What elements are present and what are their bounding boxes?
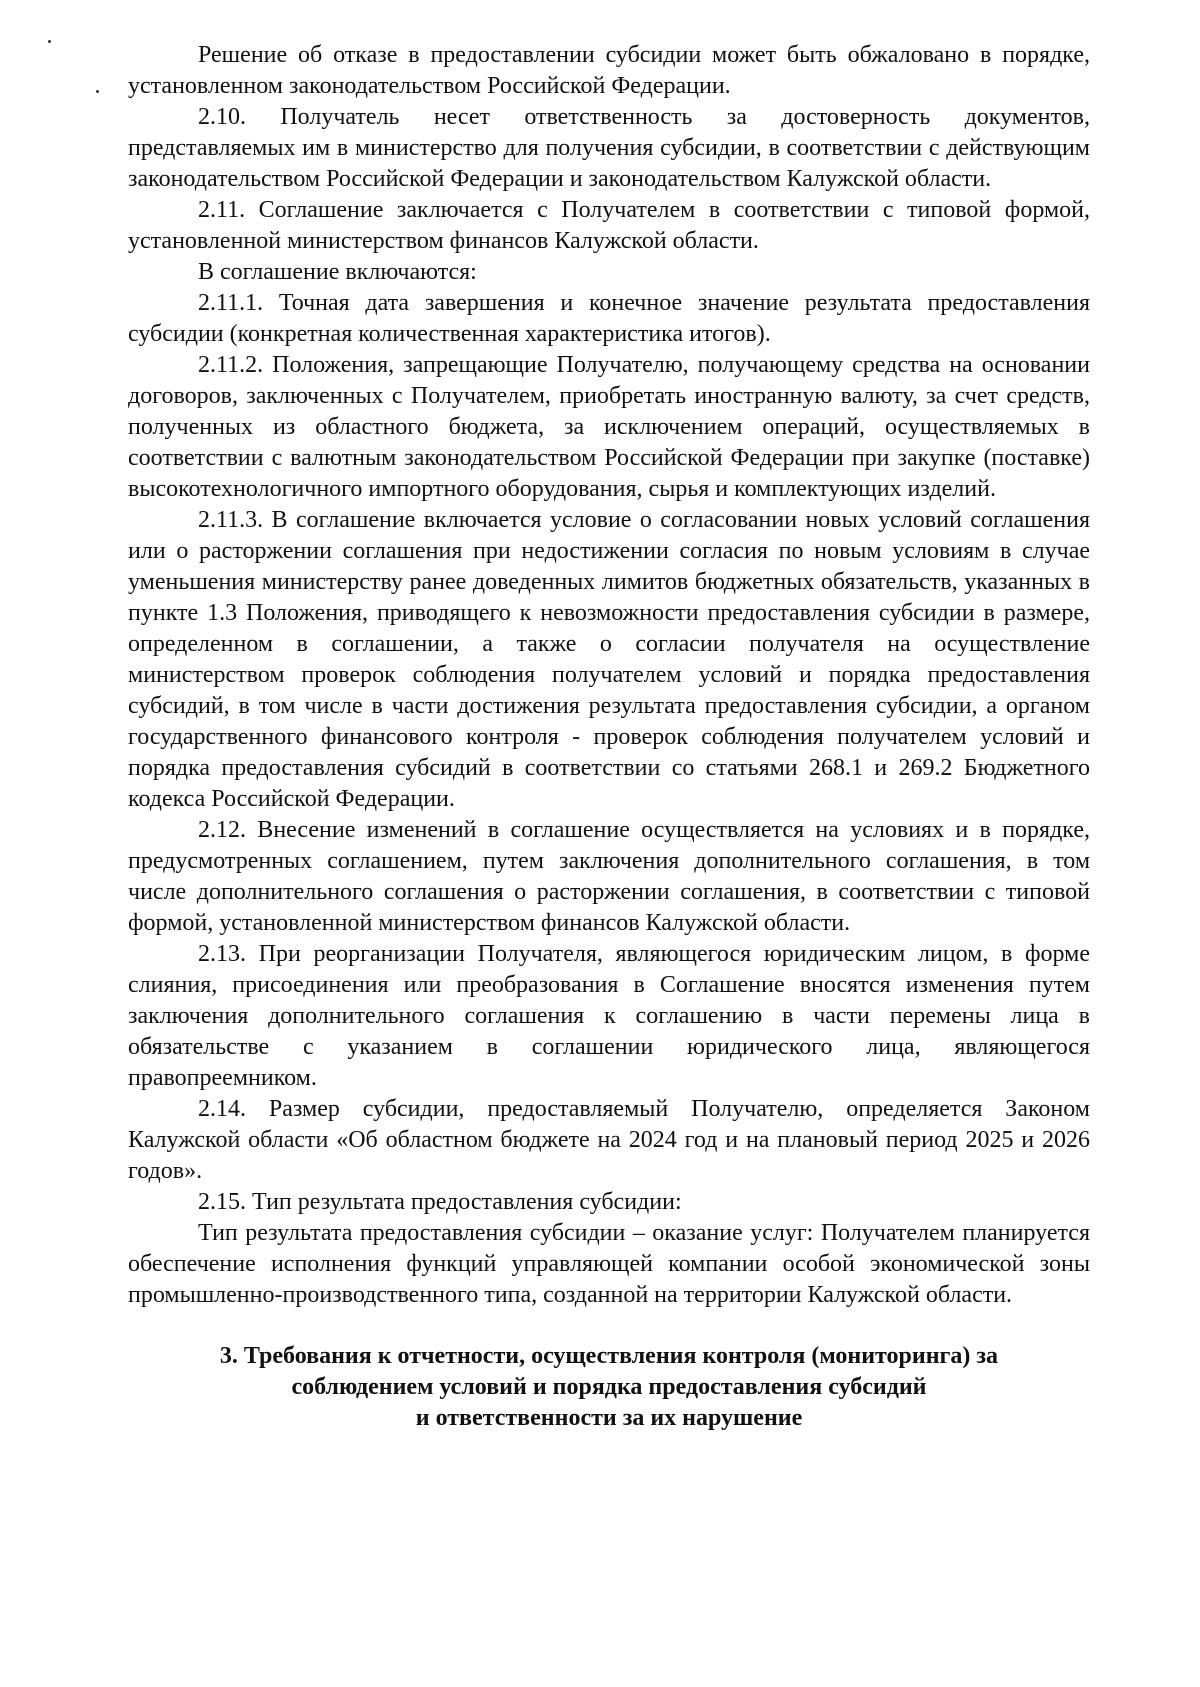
section-heading-line-3: и ответственности за их нарушение	[415, 1405, 803, 1431]
section-heading-line-1: 3. Требования к отчетности, осуществления контроля (мониторинга) за	[219, 1343, 999, 1369]
scan-speck	[96, 90, 99, 93]
paragraph-2-15-type: Тип результата предоставления субсидии – оказание услуг: Получателем планируется обеспечение исполнения функций управляющей компании особой экономической зоны промышленно-производственного типа, созданной на территории Калужской области.	[128, 1220, 1090, 1308]
paragraph-2-11-1: 2.11.1. Точная дата завершения и конечное значение результата предоставления субсидии (конкретная количественная характеристика итогов).	[128, 290, 1090, 347]
paragraph-appeal: Решение об отказе в предоставлении субсидии может быть обжаловано в порядке, установленном законодательством Российской Федерации.	[128, 42, 1090, 99]
paragraph-2-11-2: 2.11.2. Положения, запрещающие Получателю, получающему средства на основании договоров, заключенных с Получателем, приобретать иностранную валюту, за счет средств, полученных из областного бюджета, за исключением операций, осуществляемых в соответствии с валютным законодательством Российской Федерации при закупке (поставке) высокотехнологичного импортного оборудования, сырья и комплектующих изделий.	[128, 352, 1090, 502]
paragraph-2-12: 2.12. Внесение изменений в соглашение осуществляется на условиях и в порядке, предусмотренных соглашением, путем заключения дополнительного соглашения, в том числе дополнительного соглашения о расторжении соглашения, в соответствии с типовой формой, установленной министерством финансов Калужской области.	[128, 817, 1090, 936]
section-heading-line-2: соблюдением условий и порядка предоставления субсидий	[291, 1374, 927, 1400]
document-body	[128, 40, 1090, 1434]
scan-speck	[48, 40, 51, 43]
paragraph-2-11: 2.11. Соглашение заключается с Получателем в соответствии с типовой формой, установленной министерством финансов Калужской области.	[128, 197, 1090, 254]
section-3-heading	[128, 1341, 1090, 1434]
paragraph-2-15: 2.15. Тип результата предоставления субсидии:	[198, 1189, 682, 1215]
paragraph-2-11-3: 2.11.3. В соглашение включается условие о согласовании новых условий соглашения или о расторжении соглашения при недостижении согласия по новым условиям в случае уменьшения министерству ранее доведенных лимитов бюджетных обязательств, указанных в пункте 1.3 Положения, приводящего к невозможности предоставления субсидии в размере, определенном в соглашении, а также о согласии получателя на осуществление министерством проверок соблюдения получателем условий и порядка предоставления субсидий, в том числе в части достижения результата предоставления субсидии, а органом государственного финансового контроля - проверок соблюдения получателем условий и порядка предоставления субсидий в соответствии со статьями 268.1 и 269.2 Бюджетного кодекса Российской Федерации.	[128, 507, 1090, 812]
paragraph-2-13: 2.13. При реорганизации Получателя, являющегося юридическим лицом, в форме слияния, присоединения или преобразования в Соглашение вносятся изменения путем заключения дополнительного соглашения к соглашению в части перемены лица в обязательстве с указанием в соглашении юридического лица, являющегося правопреемником.	[128, 941, 1090, 1091]
paragraph-2-14: 2.14. Размер субсидии, предоставляемый Получателю, определяется Законом Калужской области «Об областном бюджете на 2024 год и на плановый период 2025 и 2026 годов».	[128, 1096, 1090, 1184]
paragraph-2-10: 2.10. Получатель несет ответственность за достоверность документов, представляемых им в министерство для получения субсидии, в соответствии с действующим законодательством Российской Федерации и законодательством Калужской области.	[128, 104, 1090, 192]
paragraph-included: В соглашение включаются:	[198, 259, 477, 285]
